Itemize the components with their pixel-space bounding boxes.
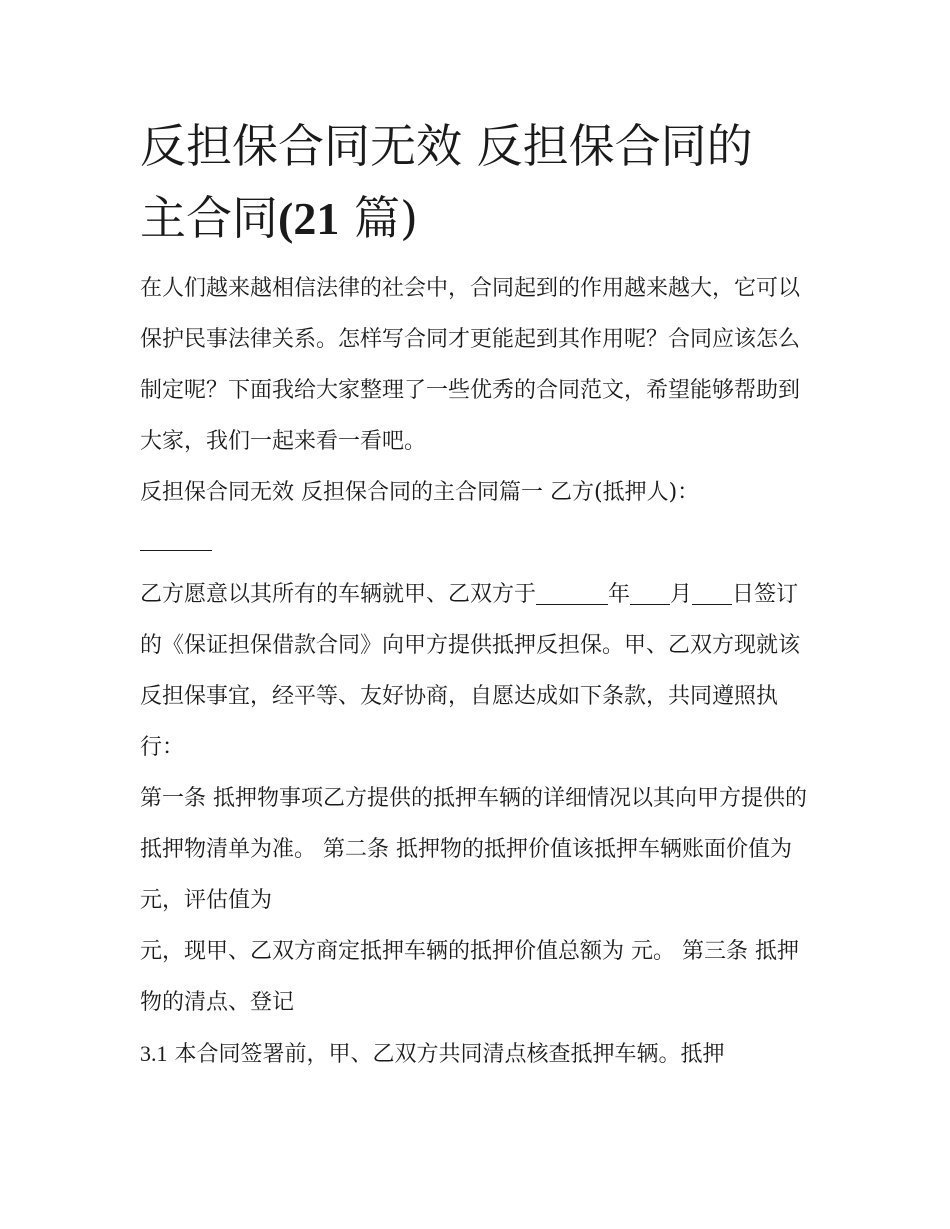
document-page: [140, 110, 812, 1080]
month-label: 月: [670, 582, 693, 607]
paragraph-4: [140, 1028, 812, 1080]
title-suffix: 篇): [339, 191, 418, 245]
fill-in-blank: [140, 518, 812, 569]
paragraph-1: [140, 569, 812, 773]
intro-paragraph: 在人们越来越相信法律的社会中，合同起到的作用越来越大，它可以保护民事法律关系。怎样写合同才更能起到其作用呢？合同应该怎么制定呢？下面我给大家整理了一些优秀的合同范文，希望能够帮助到大家，我们一起来看一看吧。: [140, 276, 801, 454]
paragraph-2: 第一条 抵押物事项乙方提供的抵押车辆的详细情况以其向甲方提供的抵押物清单为准。 第二条 抵押物的抵押价值该抵押车辆账面价值为 元，评估值为: [140, 786, 807, 913]
title-line-1: 反担保合同无效 反担保合同的: [140, 119, 753, 173]
paragraph-1-text: 乙方愿意以其所有的车辆就甲、乙双方于: [140, 582, 537, 607]
paragraph-3: 元，现甲、乙双方商定抵押车辆的抵押价值总额为 元。 第三条 抵押物的清点、登记: [140, 939, 799, 1015]
title-line-2: 主合同: [140, 191, 278, 245]
year-label: 年: [608, 582, 631, 607]
blank-underline: [140, 550, 212, 551]
paragraph-1-continued: 签订的《保证担保借款合同》向甲方提供抵押反担保。甲、乙双方现就该反担保事宜，经平等、友好协商，自愿达成如下条款，共同遵照执行：: [140, 582, 801, 760]
document-title: [140, 110, 812, 255]
clause-number: 3.1: [140, 1041, 168, 1066]
title-count: (21: [278, 193, 340, 244]
year-blank: [536, 580, 608, 605]
section-heading: 反担保合同无效 反担保合同的主合同篇一 乙方(抵押人)：: [140, 480, 700, 505]
day-blank: [692, 580, 732, 605]
month-blank: [630, 580, 670, 605]
paragraph-4-text: 本合同签署前，甲、乙双方共同清点核查抵押车辆。抵押: [167, 1042, 725, 1067]
day-label: 日: [732, 582, 755, 607]
